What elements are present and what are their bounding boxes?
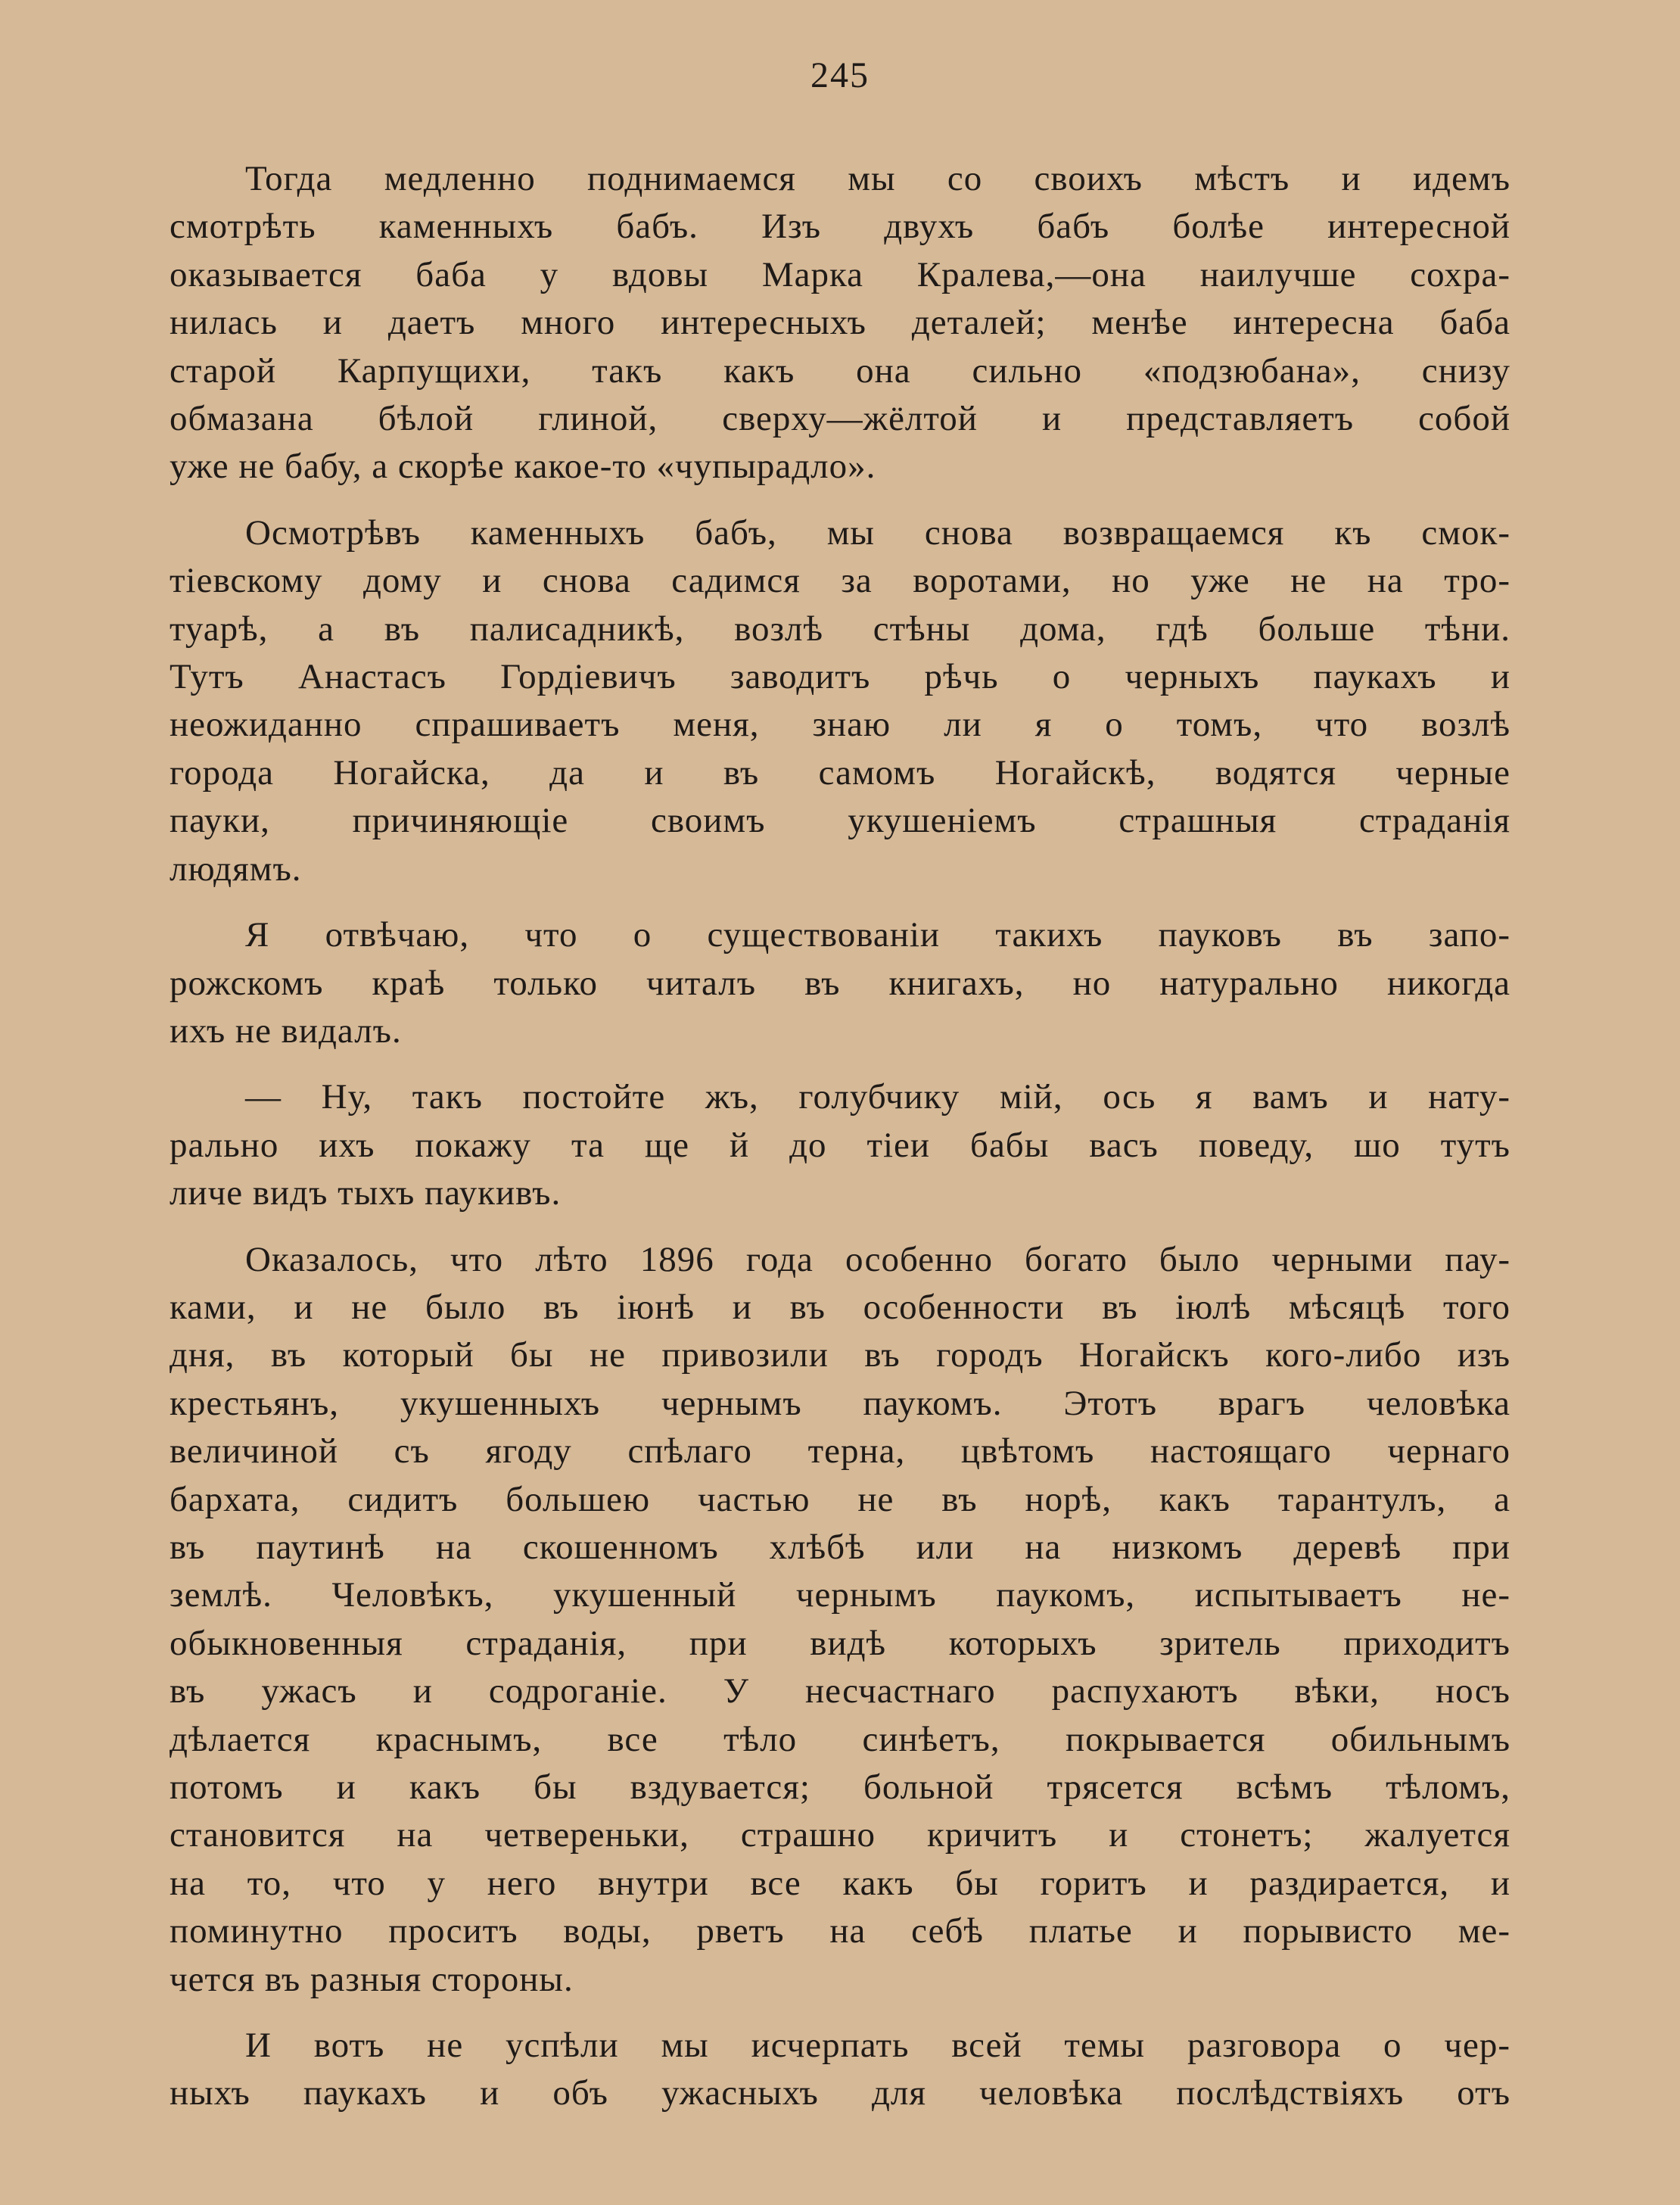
text-line: становится на четвереньки, страшно кричитъ и стонетъ; жалуется [170,1815,1510,1855]
text-line: тіевскому дому и снова садимся за воротами, но уже не на тро- [170,561,1510,601]
text-line: Тогда медленно поднимаемся мы со своихъ мѣстъ и идемъ [245,159,1510,198]
text-line: ныхъ паукахъ и объ ужасныхъ для человѣка послѣдствіяхъ отъ [170,2073,1510,2113]
text-line: обыкновенныя страданія, при видѣ которыхъ зритель приходитъ [170,1623,1510,1663]
text-line: нилась и даетъ много интересныхъ деталей; менѣе интересна баба [170,303,1510,343]
text-line: рально ихъ покажу та ще й до тіеи бабы васъ поведу, шо тутъ [170,1125,1510,1165]
text-line: оказывается баба у вдовы Марка Кралева,—она наилучше сохра- [170,254,1510,294]
text-line: туарѣ, а въ палисадникѣ, возлѣ стѣны дома, гдѣ больше тѣни. [170,609,1510,649]
text-line: — Ну, такъ постойте жъ, голубчику мій, ось я вамъ и нату- [245,1077,1510,1117]
text-line: въ ужасъ и содроганіе. У несчастнаго распухаютъ вѣки, носъ [170,1671,1510,1711]
text-line: Оказалось, что лѣто 1896 года особенно богато было черными пау- [245,1239,1510,1279]
text-line: личе видъ тыхъ паукивъ. [170,1173,562,1213]
text-line: смотрѣть каменныхъ бабъ. Изъ двухъ бабъ болѣе интересной [170,207,1510,247]
text-line: на то, что у него внутри все какъ бы горитъ и раздирается, и [170,1863,1510,1903]
text-line: поминутно проситъ воды, рветъ на себѣ платье и порывисто ме- [170,1911,1510,1951]
text-line: города Ногайска, да и въ самомъ Ногайскѣ, водятся черные [170,752,1510,793]
text-line: дня, въ который бы не привозили въ городъ Ногайскъ кого-либо изъ [170,1335,1510,1375]
text-line: крестьянъ, укушенныхъ чернымъ паукомъ. Этотъ врагъ человѣка [170,1383,1510,1423]
text-line: Осмотрѣвъ каменныхъ бабъ, мы снова возвращаемся къ смок- [245,512,1510,553]
text-line: ками, и не было въ іюнѣ и въ особенности въ іюлѣ мѣсяцѣ того [170,1287,1510,1327]
text-line: ихъ не видалъ. [170,1011,402,1051]
text-line: чется въ разныя стороны. [170,1959,574,1999]
text-line: неожиданно спрашиваетъ меня, знаю ли я о томъ, что возлѣ [170,705,1510,745]
text-line: Я отвѣчаю, что о существованіи такихъ пауковъ въ запо- [245,915,1510,955]
text-line: пауки, причиняющіе своимъ укушеніемъ страшныя страданія [170,801,1510,841]
page-text [170,155,1510,2136]
paragraph [170,155,1510,491]
text-line: землѣ. Человѣкъ, укушенный чернымъ паукомъ, испытываетъ не- [170,1575,1510,1615]
text-line: бархата, сидитъ большею частью не въ норѣ, какъ тарантулъ, а [170,1479,1510,1519]
text-line: величиной съ ягоду спѣлаго терна, цвѣтомъ настоящаго чернаго [170,1431,1510,1472]
text-line: уже не бабу, а скорѣе какое-то «чупырадло». [170,447,876,487]
paragraph [170,509,1510,893]
text-line: Тутъ Анастасъ Гордіевичъ заводитъ рѣчь о черныхъ паукахъ и [170,657,1510,697]
text-line: людямъ. [170,849,302,889]
text-line: дѣлается краснымъ, все тѣло синѣетъ, покрывается обильнымъ [170,1719,1510,1759]
text-line: рожскомъ краѣ только читалъ въ книгахъ, но натурально никогда [170,963,1510,1003]
page-number: 245 [810,55,870,95]
text-line: И вотъ не успѣли мы исчерпать всей темы разговора о чер- [245,2026,1510,2066]
paragraph [170,2022,1510,2118]
text-line: въ паутинѣ на скошенномъ хлѣбѣ или на низкомъ деревѣ при [170,1527,1510,1567]
paragraph [170,1073,1510,1217]
text-line: обмазана бѣлой глиной, сверху—жёлтой и представляетъ собой [170,399,1510,439]
paragraph [170,911,1510,1055]
text-line: потомъ и какъ бы вздувается; больной трясется всѣмъ тѣломъ, [170,1767,1510,1807]
paragraph [170,1236,1510,2004]
text-line: старой Карпущихи, такъ какъ она сильно «подзюбана», снизу [170,350,1510,391]
